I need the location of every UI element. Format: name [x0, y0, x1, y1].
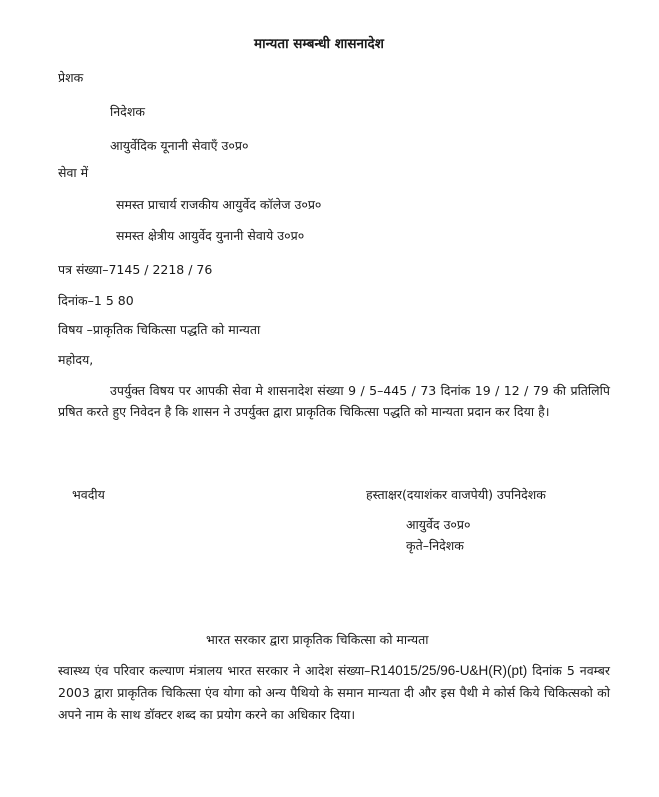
salutation: महोदय,	[58, 352, 94, 367]
recipient-label: सेवा में	[58, 165, 89, 180]
closing: भवदीय	[72, 487, 105, 502]
letter-date: दिनांक–1 5 80	[58, 293, 134, 308]
document-title: मान्यता सम्बन्धी शासनादेश	[254, 36, 384, 52]
letter-number: पत्र संख्या–7145 / 2218 / 76	[58, 262, 213, 277]
sender-department: आयुर्वेदिक यूनानी सेवाएँ उ०प्र०	[110, 138, 249, 153]
gov-section-paragraph	[58, 660, 610, 726]
body-paragraph: उपर्युक्त विषय पर आपकी सेवा मे शासनादेश संख्या 9 / 5–445 / 73 दिनांक 19 / 12 / 79 की प्रतिलिपि प्रषित करते हुए निवेदन है कि शासन ने उपर्युक्त द्वारा प्राकृतिक चिकित्सा पद्धति को मान्यता प्रदान कर दिया है।	[58, 383, 610, 419]
letter-subject: विषय –प्राकृतिक चिकित्सा पद्धति को मान्यता	[58, 322, 261, 337]
signature-for-director: कृते–निदेशक	[406, 538, 464, 553]
gov-order-number: R14015/25/96-U&H(R)(pt)	[370, 663, 528, 678]
recipient-principals: समस्त प्राचार्य राजकीय आयुर्वेद कॉलेज उ०प्र०	[116, 197, 322, 212]
sender-designation: निदेशक	[110, 104, 145, 119]
gov-section-heading: भारत सरकार द्वारा प्राकृतिक चिकित्सा को मान्यता	[206, 632, 429, 647]
signature-department: आयुर्वेद उ०प्र०	[406, 517, 471, 532]
gov-text-before-number: स्वास्थ्य एंव परिवार कल्याण मंत्रालय भारत सरकार ने आदेश संख्या–	[58, 663, 371, 678]
gov-text-after-number: दिनांक 5 नवम्बर 2003 द्वारा प्राकृतिक चिकित्सा एंव योगा को अन्य पैथियो के समान मान्यता दी और इस पैथी मे कोर्स किये चिकित्सको को अपने नाम के साथ डॉक्टर शब्द का प्रयोग करने का अधिकार दिया।	[58, 663, 610, 722]
signature-line: हस्ताक्षर(दयाशंकर वाजपेयी) उपनिदेशक	[366, 487, 546, 502]
sender-label: प्रेशक	[58, 70, 84, 85]
recipient-regional-services: समस्त क्षेत्रीय आयुर्वेद युनानी सेवाये उ०प्र०	[116, 228, 305, 243]
